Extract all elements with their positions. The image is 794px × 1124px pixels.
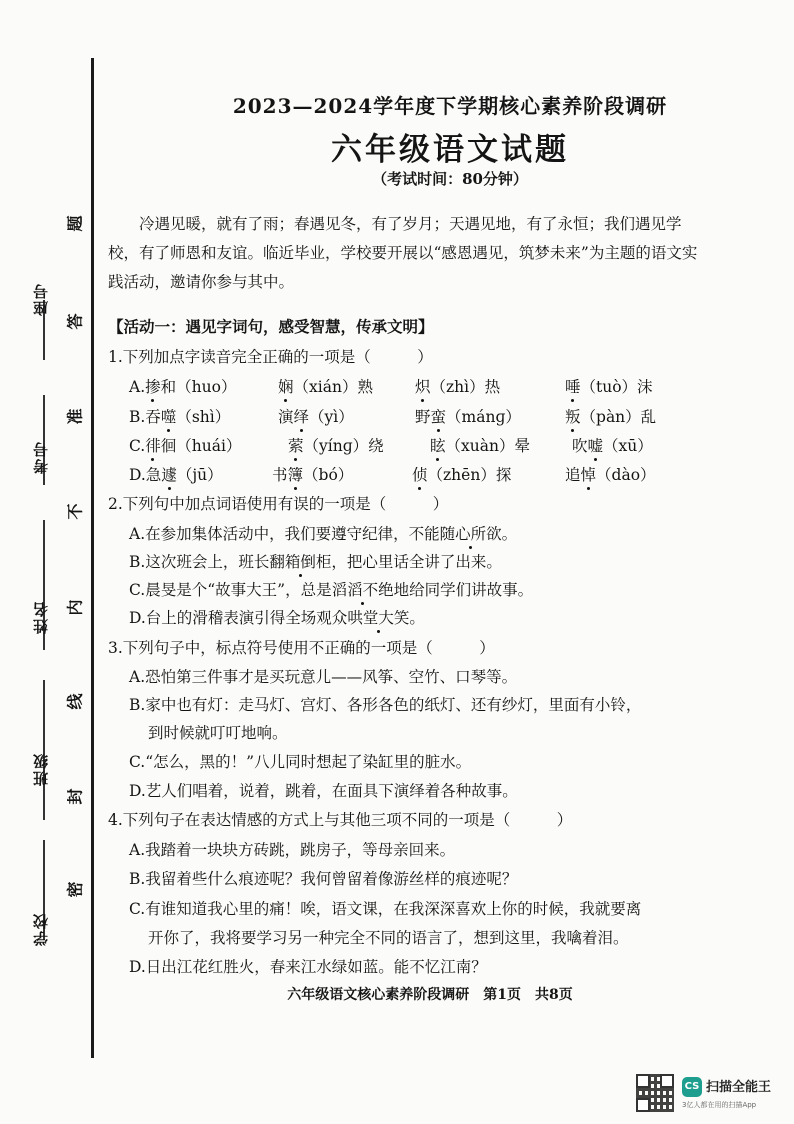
question-3-stem: 3.下列句子中，标点符号使用不正确的一项是（ ） — [108, 639, 495, 657]
q1-option-b4: 叛（pàn）乱 — [565, 408, 657, 426]
seal-char-8: 密 — [65, 881, 85, 898]
q1-option-c4: 吹嘘（xū） — [572, 437, 653, 455]
q1-option-d3: 侦（zhēn）探 — [412, 466, 512, 484]
camscanner-tagline: 3亿人都在用的扫描App — [682, 1101, 757, 1109]
q3-option-c: C.“怎么，黑的！”八儿同时想起了染缸里的脏水。 — [129, 753, 472, 771]
q2-option-d: D.台上的滑稽表演引得全场观众哄堂大笑。 — [129, 609, 425, 627]
seal-char-7: 封 — [65, 788, 85, 805]
question-4-stem: 4.下列句子在表达情感的方式上与其他三项不同的一项是（ ） — [108, 811, 573, 829]
q1-option-c1: C.徘徊（huái） — [129, 437, 242, 455]
q1-option-c3: 眩（xuàn）晕 — [430, 437, 530, 455]
fill-line-class — [43, 680, 45, 820]
q4-option-b: B.我留着些什么痕迹呢？我何曾留着像游丝样的痕迹呢？ — [129, 870, 518, 888]
exam-number-label: 考号 — [32, 440, 50, 474]
page-title: 六年级语文试题 — [331, 132, 569, 168]
camscanner-logo-icon: CS — [682, 1077, 702, 1097]
section-heading-1: 【活动一：遇见字词句，感受智慧，传承文明】 — [108, 317, 434, 336]
q1-option-c2: 萦（yínɡ）绕 — [288, 437, 384, 455]
q3-option-b-cont: 到时候就叮叮地响。 — [148, 724, 288, 742]
seal-char-1: 题 — [65, 215, 85, 232]
q4-option-c: C.有谁知道我心里的痛！唉，语文课，在我深深喜欢上你的时候，我就要离 — [129, 900, 642, 918]
q1-option-d4: 追悼（dào） — [565, 466, 656, 484]
qr-code-icon — [636, 1074, 674, 1112]
intro-paragraph: 冷遇见暖，就有了雨；春遇见冬，有了岁月；天遇见地，有了永恒；我们遇见学校，有了师恩和友谊。临近毕业，学校要开展以“感恩遇见，筑梦未来”为主题的语文实践活动，邀请你参与其中。 — [108, 215, 698, 291]
q1-option-a4: 唾（tuò）沫 — [565, 378, 653, 396]
q4-option-c-cont: 开你了，我将要学习另一种完全不同的语言了，想到这里，我噙着泪。 — [148, 929, 629, 947]
seal-char-5: 内 — [65, 599, 85, 616]
question-1-stem: 1.下列加点字读音完全正确的一项是（ ） — [108, 348, 433, 366]
q4-option-d: D.日出江花红胜火，春来江水绿如蓝。能不忆江南？ — [129, 958, 487, 976]
q1-option-b1: B.吞噬（shì） — [129, 408, 231, 426]
seal-char-4: 不 — [65, 503, 85, 520]
q1-option-d1: D.急遽（jū） — [129, 466, 223, 484]
q1-option-a3: 炽（zhì）热 — [415, 378, 501, 396]
exam-duration: （考试时间：80分钟） — [372, 170, 528, 188]
binding-line — [91, 58, 94, 1058]
q4-option-a: A.我踏着一块块方砖跳，跳房子，等母亲回来。 — [129, 841, 456, 859]
seal-char-3: 准 — [65, 408, 85, 425]
q2-option-a: A.在参加集体活动中，我们要遵守纪律，不能随心所欲。 — [129, 525, 518, 543]
q1-option-d2: 书簿（bó） — [272, 466, 354, 484]
seal-char-6: 线 — [65, 693, 85, 710]
question-2-stem: 2.下列句中加点词语使用有误的一项是（ ） — [108, 495, 449, 513]
q1-option-b3: 野蛮（mánɡ） — [415, 408, 521, 426]
q3-option-b: B.家中也有灯：走马灯、宫灯、各形各色的纸灯、还有纱灯，里面有小铃， — [129, 696, 642, 714]
school-label: 学校 — [32, 912, 50, 946]
seat-number-label: 座号 — [32, 282, 50, 316]
seal-char-2: 答 — [65, 313, 85, 330]
page-footer: 六年级语文核心素养阶段调研 第1页 共8页 — [287, 987, 573, 1003]
q1-option-a2: 娴（xián）熟 — [278, 378, 373, 396]
q1-option-b2: 演绎（yì） — [278, 408, 354, 426]
camscanner-name: 扫描全能王 — [706, 1080, 772, 1095]
exam-term: 2023—2024学年度下学期核心素养阶段调研 — [232, 94, 668, 118]
name-label: 姓名 — [32, 600, 50, 634]
q1-option-a1: A.掺和（huo） — [129, 378, 237, 396]
q3-option-a: A.恐怕第三件事才是买玩意儿——风筝、空竹、口琴等。 — [129, 668, 518, 686]
q3-option-d: D.艺人们唱着，说着，跳着，在面具下演绎着各种故事。 — [129, 782, 518, 800]
q2-option-b: B.这次班会上，班长翻箱倒柜，把心里话全讲了出来。 — [129, 553, 502, 571]
q2-option-c: C.晨旻是个“故事大王”，总是滔滔不绝地给同学们讲故事。 — [129, 581, 534, 599]
class-label: 班级 — [32, 752, 50, 786]
